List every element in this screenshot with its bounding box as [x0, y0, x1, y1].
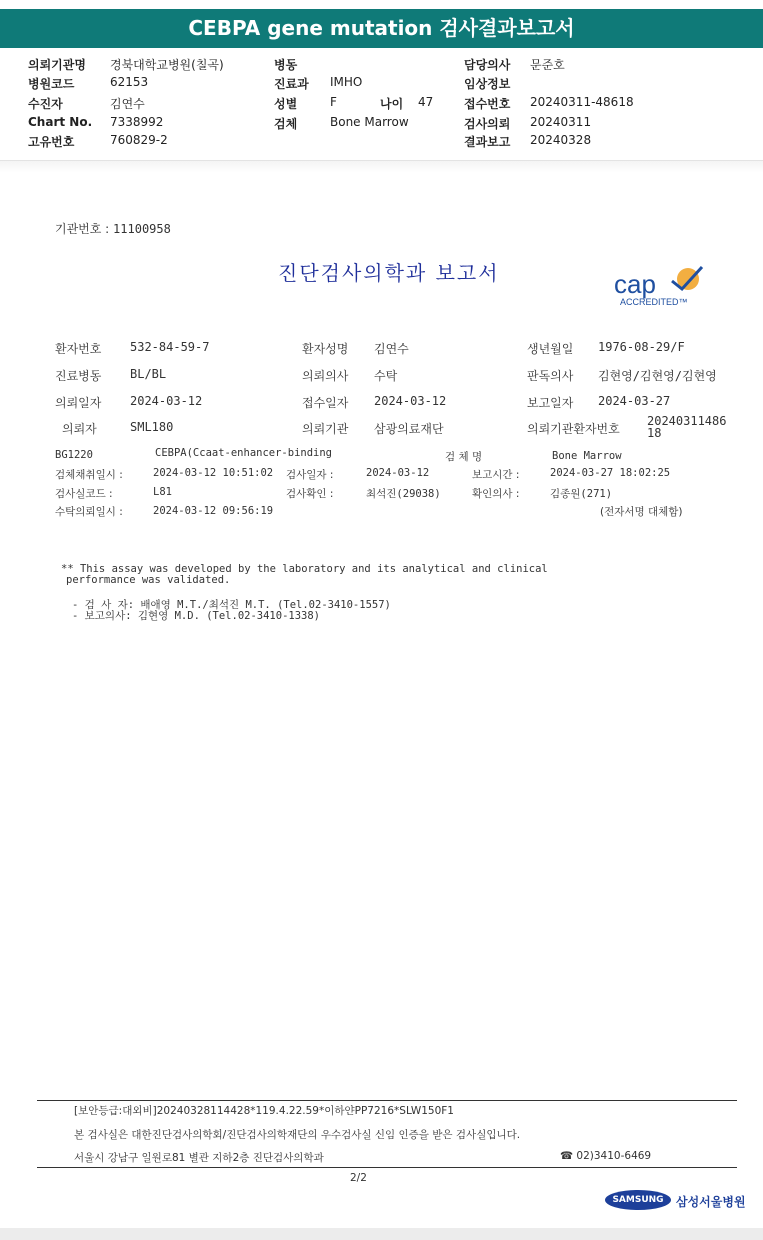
- bottom-bar: [0, 1228, 763, 1240]
- header-value-c1-4: 760829-2: [110, 133, 168, 147]
- header-value-c3-2: 20240311-48618: [530, 95, 634, 109]
- cap-text: cap: [614, 269, 656, 299]
- page-number: 2/2: [350, 1172, 367, 1184]
- cap-accredited-text: ACCREDITED™: [620, 297, 688, 307]
- info-label-r2-c0: 의뢰일자: [55, 396, 102, 410]
- report-banner-title: CEBPA gene mutation 검사결과보고서: [0, 9, 763, 48]
- institution-number: [55, 220, 171, 237]
- header-label-c3-1: 임상정보: [464, 77, 511, 91]
- security-line: [보안등급:대외비]20240328114428*119.4.22.59*이하얀PP7216*SLW150F1: [74, 1105, 454, 1117]
- info-label-r1-c0: 진료병동: [55, 369, 102, 383]
- info-label-r0-c0: 환자번호: [55, 342, 102, 356]
- info-value-r0-c0: 532-84-59-7: [130, 340, 210, 354]
- detail-r0-c4: 보고시간 :: [472, 469, 520, 481]
- detail-r1-c2: 검사확인 :: [286, 488, 334, 500]
- info-value-r1-c0: BL/BL: [130, 367, 167, 381]
- detail-r1-c0: 검사실코드 :: [55, 488, 113, 500]
- certification-text: 본 검사실은 대한진단검사의학회/진단검사의학재단의 우수검사실 신임 인증을 받은 검사실입니다.: [74, 1129, 521, 1141]
- consign-value: 2024-03-12 09:56:19: [153, 505, 274, 517]
- info-label-r0-c2: 생년월일: [527, 342, 574, 356]
- footer-divider-bottom: [37, 1167, 737, 1168]
- detail-r0-c2: 검사일자 :: [286, 469, 334, 481]
- info-label-r3-c1: 의뢰기관: [302, 422, 349, 436]
- header-label-c1-3: Chart No.: [28, 115, 93, 129]
- info-label-r2-c2: 보고일자: [527, 396, 574, 410]
- info-value-r3-c0: SML180: [130, 420, 174, 434]
- header-value-c3-0: 문준호: [530, 58, 565, 72]
- report-title: 진단검사의학과 보고서: [278, 261, 500, 285]
- info-value-r3-c1: 삼광의료재단: [374, 422, 444, 436]
- info-value-r0-c2: 1976-08-29/F: [598, 340, 685, 354]
- lab-address: 서울시 강남구 일원로81 별관 지하2층 진단검사의학과: [74, 1152, 324, 1164]
- header-value-c1-1: 62153: [110, 75, 149, 89]
- header-value-c1-2: 김연수: [110, 97, 145, 111]
- header-label-age: 나이: [380, 97, 404, 111]
- detail-r0-c0: 검체채취일시 :: [55, 469, 123, 481]
- info-label-r3-c2: 의뢰기관환자번호: [527, 422, 620, 436]
- cap-accredited-logo: [612, 263, 708, 309]
- header-label-c1-4: 고유번호: [28, 135, 75, 149]
- info-value-r0-c1: 김연수: [374, 342, 409, 356]
- detail-r1-c3: 최석진(29038): [366, 488, 441, 500]
- header-label-c3-0: 담당의사: [464, 58, 511, 72]
- info-label-r1-c1: 의뢰의사: [302, 369, 349, 383]
- specimen-label: 검 체 명: [445, 451, 483, 463]
- info-label-r1-c2: 판독의사: [527, 369, 574, 383]
- header-label-c3-3: 검사의뢰: [464, 117, 511, 131]
- specimen-value: Bone Marrow: [552, 450, 622, 462]
- header-separator: [0, 160, 763, 173]
- assay-note-1: ** This assay was developed by the laboratory and its analytical and clinical: [61, 563, 548, 575]
- header-label-c3-2: 접수번호: [464, 97, 511, 111]
- detail-r0-c1: 2024-03-12 10:51:02: [153, 467, 274, 479]
- header-value-age: 47: [418, 95, 434, 109]
- info-value-r1-c1: 수탁: [374, 369, 398, 383]
- info-label-r3-c0: 의뢰자: [62, 422, 97, 436]
- info-value-r2-c0: 2024-03-12: [130, 394, 203, 408]
- test-name: CEBPA(Ccaat-enhancer-binding: [155, 447, 333, 459]
- header-value-c1-0: 경북대학교병원(칠곡): [110, 58, 224, 72]
- footer-divider-top: [37, 1100, 737, 1101]
- assay-note-2: performance was validated.: [66, 574, 231, 586]
- header-value-c2-3: Bone Marrow: [330, 115, 409, 129]
- header-value-c2-1: IMHO: [330, 75, 363, 89]
- samsung-logo: SAMSUNG: [605, 1190, 671, 1210]
- institution-number-label: 기관번호 :: [55, 222, 114, 236]
- header-value-c3-4: 20240328: [530, 133, 592, 147]
- detail-r0-c3: 2024-03-12: [366, 467, 430, 479]
- header-label-c2-3: 검체: [274, 117, 298, 131]
- header-value-c2-2: F: [330, 95, 337, 109]
- detail-r1-c5: 김종원(271): [550, 488, 613, 500]
- header-label-c2-1: 진료과: [274, 77, 309, 91]
- consign-label: 수탁의뢰일시 :: [55, 506, 123, 518]
- detail-r1-c4: 확인의사 :: [472, 488, 520, 500]
- detail-r0-c5: 2024-03-27 18:02:25: [550, 467, 671, 479]
- test-code: BG1220: [55, 449, 93, 461]
- detail-r1-c1: L81: [153, 486, 172, 498]
- header-label-c1-0: 의뢰기관명: [28, 58, 86, 72]
- header-label-c2-0: 병동: [274, 58, 298, 72]
- info-label-r2-c1: 접수일자: [302, 396, 349, 410]
- header-label-c2-2: 성별: [274, 97, 298, 111]
- info-label-r0-c1: 환자성명: [302, 342, 349, 356]
- header-value-c1-3: 7338992: [110, 115, 164, 129]
- info-value-r2-c2: 2024-03-27: [598, 394, 671, 408]
- header-label-c3-4: 결과보고: [464, 135, 511, 149]
- info-value-r1-c2: 김현영/김현영/김현영: [598, 369, 717, 383]
- institution-number-value: 11100958: [113, 222, 171, 236]
- header-label-c1-2: 수진자: [28, 97, 63, 111]
- electronic-signature-note: (전자서명 대체함): [600, 506, 683, 518]
- lab-phone: ☎ 02)3410-6469: [560, 1150, 652, 1162]
- hospital-name: 삼성서울병원: [676, 1195, 746, 1209]
- header-value-c3-3: 20240311: [530, 115, 592, 129]
- staff-reporter: - 보고의사: 김현영 M.D. (Tel.02-3410-1338): [72, 610, 321, 622]
- header-label-c1-1: 병원코드: [28, 77, 75, 91]
- info-value-r2-c1: 2024-03-12: [374, 394, 447, 408]
- info-value-r3-c2: 2024031148618: [647, 414, 727, 440]
- staff-tester: - 검 사 자: 배애영 M.T./최석진 M.T. (Tel.02-3410-1557): [72, 599, 391, 611]
